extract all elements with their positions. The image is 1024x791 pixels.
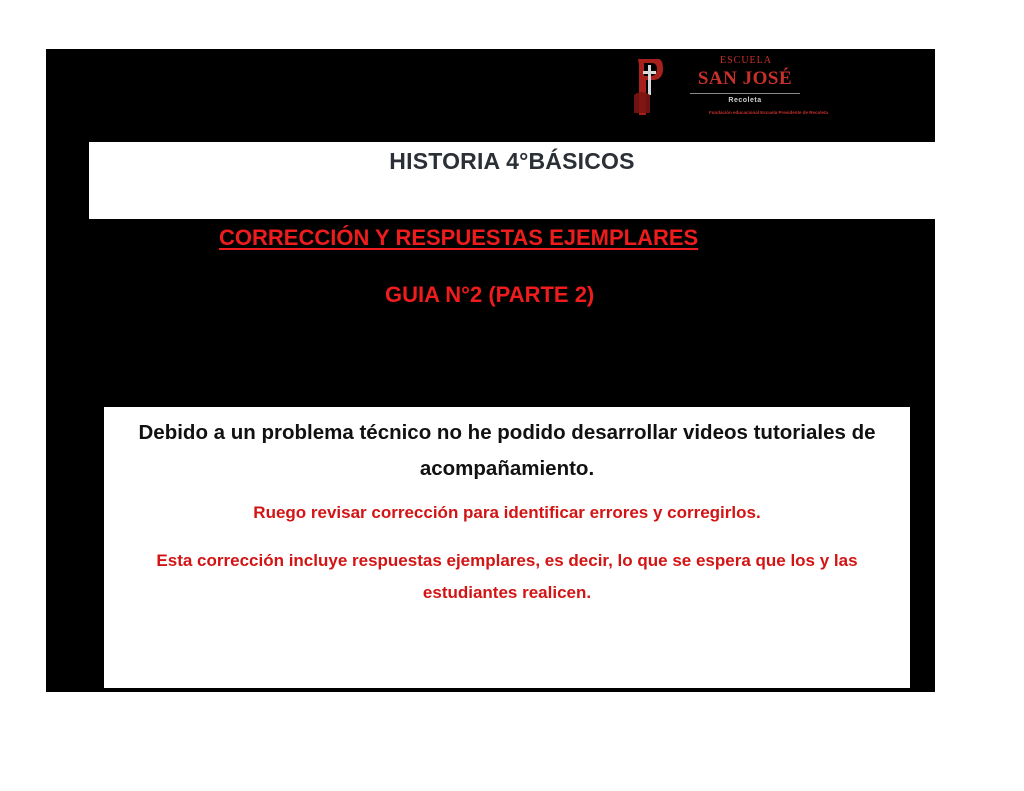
notice-box — [104, 407, 910, 688]
notice-main-text: Debido a un problema técnico no he podido desarrollar videos tutoriales de acompañamiento. — [138, 421, 876, 480]
logo-divider — [690, 93, 800, 94]
school-logo — [632, 53, 828, 121]
notice-request-text: Ruego revisar corrección para identificar errores y corregirlos. — [253, 503, 761, 522]
title-band — [89, 142, 935, 219]
logo-school-label: ESCUELA — [720, 55, 772, 66]
logo-school-name: SAN JOSÉ — [697, 68, 793, 89]
school-emblem-icon — [632, 55, 664, 117]
slide — [46, 49, 935, 692]
logo-sub-label: Recoleta — [728, 97, 762, 104]
guide-heading: GUIA N°2 (PARTE 2) — [385, 282, 595, 307]
logo-tagline: Fundación educacional Escuela Presidente de Recoleta — [708, 110, 828, 115]
correction-heading: CORRECCIÓN Y RESPUESTAS EJEMPLARES — [219, 225, 699, 250]
page-title: HISTORIA 4°BÁSICOS — [389, 148, 635, 174]
notice-explanation-text: Esta corrección incluye respuestas ejemplares, es decir, lo que se espera que los y las estudiantes realicen. — [156, 551, 858, 602]
